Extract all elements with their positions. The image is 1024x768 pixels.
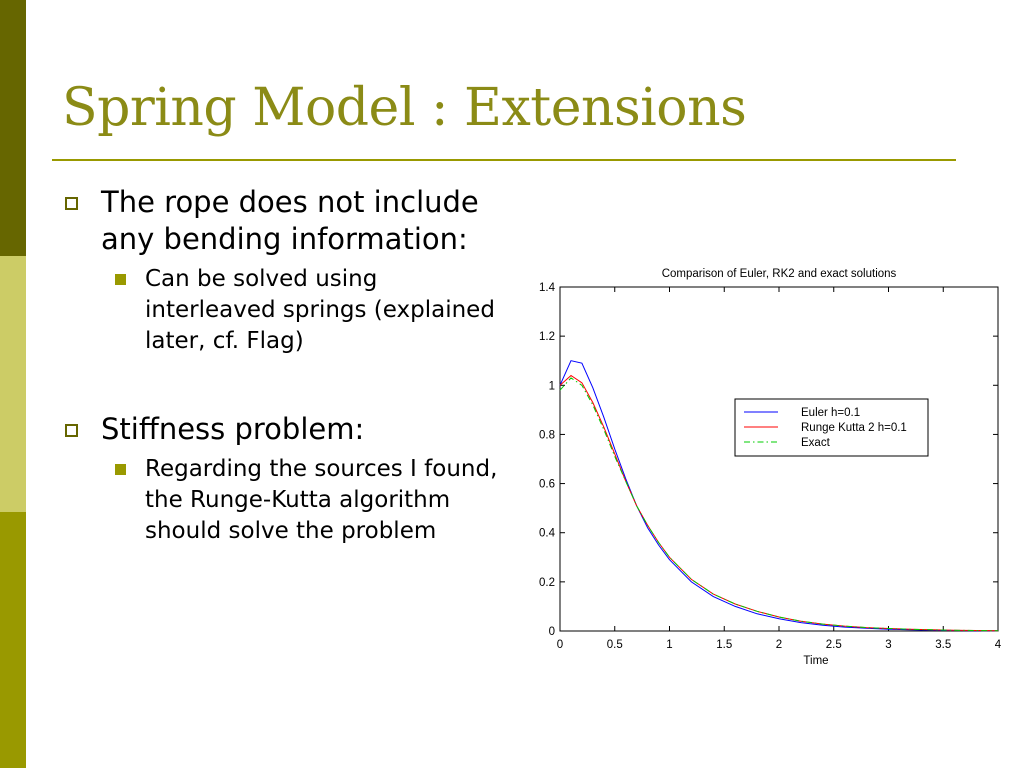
- hollow-square-bullet-icon: [65, 197, 78, 210]
- bullet-item: [62, 184, 502, 258]
- sidebar-segment-bottom: [0, 512, 26, 768]
- x-tick-label: 0: [556, 639, 564, 651]
- x-tick-label: 1: [666, 639, 673, 651]
- x-tick-label: 0.5: [606, 639, 623, 651]
- legend-entry-label: Euler h=0.1: [801, 407, 861, 419]
- y-tick-label: 0.6: [539, 478, 555, 491]
- sub-bullet-item: [107, 264, 502, 357]
- filled-square-bullet-icon: [115, 464, 126, 475]
- sub-bullet-item: [107, 454, 502, 547]
- comparison-line-chart: [522, 258, 1012, 673]
- y-tick-label: 1: [548, 380, 555, 393]
- sidebar-segment-middle: [0, 256, 26, 512]
- bullet-list: [62, 184, 502, 547]
- x-tick-label: 2: [775, 639, 783, 651]
- y-tick-label: 0.8: [539, 429, 555, 442]
- x-axis-label: Time: [803, 655, 829, 667]
- chart-title: Comparison of Euler, RK2 and exact solutions: [661, 268, 897, 280]
- y-tick-label: 1.2: [539, 331, 555, 344]
- sub-bullet-text: Regarding the sources I found, the Runge-Kutta algorithm should solve the problem: [145, 456, 498, 544]
- sub-bullet-text: Can be solved using interleaved springs (explained later, cf. Flag): [145, 266, 495, 354]
- x-tick-label: 4: [994, 639, 1002, 651]
- bullet-item: [62, 411, 502, 448]
- filled-square-bullet-icon: [115, 274, 126, 285]
- bullet-text: Stiffness problem:: [101, 412, 365, 446]
- x-tick-label: 2.5: [825, 639, 842, 651]
- x-tick-label: 3.5: [935, 639, 952, 651]
- sidebar-segment-top: [0, 0, 26, 256]
- slide-title: Spring Model : Extensions: [62, 78, 747, 138]
- sidebar-decoration: [0, 0, 26, 768]
- title-divider: [52, 159, 956, 161]
- y-tick-label: 0.2: [539, 576, 555, 589]
- hollow-square-bullet-icon: [65, 424, 78, 437]
- x-tick-label: 3: [885, 639, 892, 651]
- legend-entry-label: Runge Kutta 2 h=0.1: [801, 422, 907, 434]
- plot-area-frame: [560, 287, 998, 631]
- y-tick-label: 1.4: [539, 282, 555, 294]
- y-tick-label: 0.4: [539, 527, 555, 540]
- x-tick-label: 1.5: [716, 639, 733, 651]
- legend-entry-label: Exact: [801, 437, 830, 449]
- bullet-text: The rope does not include any bending information:: [101, 185, 479, 256]
- y-tick-label: 0: [548, 626, 555, 638]
